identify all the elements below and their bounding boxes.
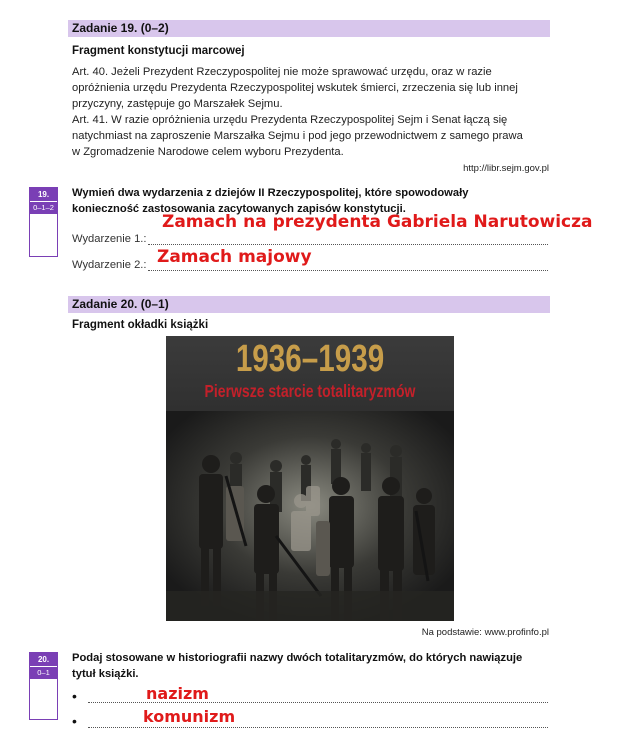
answer-1-bullet: • xyxy=(72,688,77,704)
event-1-label: Wydarzenie 1.: xyxy=(72,233,147,245)
task-19-source-ref: http://libr.sejm.gov.pl xyxy=(463,163,549,174)
task-19-header: Zadanie 19. (0–2) xyxy=(68,20,550,37)
excerpt-line: przyczyny, zastępuje go Marszałek Sejmu. xyxy=(72,98,283,110)
excerpt-line: natychmiast na zaproszenie Marszałka Sejmu i pod jego przewodnictwem z samego prawa xyxy=(72,130,523,142)
task-20-question xyxy=(72,650,550,682)
task-20-score-field[interactable] xyxy=(30,679,57,710)
question-line: konieczność zastosowania zacytowanych zapisów konstytucji. xyxy=(72,203,406,215)
excerpt-line: opróżnienia urzędu Prezydenta Rzeczypospolitej wskutek śmierci, zrzeczenia się lub innej xyxy=(72,82,518,94)
excerpt-line: w Zgromadzenie Narodowe celem wyboru Prezydenta. xyxy=(72,146,344,158)
event-2-answer-line[interactable] xyxy=(148,270,548,271)
excerpt-line: Art. 40. Jeżeli Prezydent Rzeczypospolitej nie może sprawować urzędu, oraz w razie xyxy=(72,66,492,78)
event-1-answer: Zamach na prezydenta Gabriela Narutowicza xyxy=(162,212,593,232)
event-2-answer: Zamach majowy xyxy=(157,247,312,267)
excerpt-line: Art. 41. W razie opróżnienia urzędu Prezydenta Rzeczypospolitej Sejm i Senat łączą się xyxy=(72,114,508,126)
answer-1: nazizm xyxy=(146,684,209,703)
task-20-score-number: 20. xyxy=(30,653,57,666)
task-20-score-box xyxy=(29,652,58,720)
task-19-score-box xyxy=(29,187,58,257)
question-line: Podaj stosowane w historiografii nazwy dwóch totalitaryzmów, do których nawiązuje xyxy=(72,652,523,664)
task-20-source-ref: Na podstawie: www.profinfo.pl xyxy=(421,627,549,638)
cover-subtitle: Pierwsze starcie totalitaryzmów xyxy=(204,381,416,401)
cover-years: 1936–1939 xyxy=(235,338,385,380)
question-line: Wymień dwa wydarzenia z dziejów II Rzeczypospolitej, które spowodowały xyxy=(72,187,469,199)
task-20-source-title: Fragment okładki książki xyxy=(72,319,209,331)
constitution-excerpt xyxy=(72,64,550,160)
book-cover xyxy=(166,336,454,621)
task-20-header: Zadanie 20. (0–1) xyxy=(68,296,550,313)
task-19-score-number: 19. xyxy=(30,188,57,201)
answer-2-bullet: • xyxy=(72,713,77,729)
task-19-source-title: Fragment konstytucji marcowej xyxy=(72,45,245,57)
task-19-score-field[interactable] xyxy=(30,214,57,245)
question-line: tytuł książki. xyxy=(72,668,139,680)
event-2-label: Wydarzenie 2.: xyxy=(72,259,147,271)
task-20-score-points: 0–1 xyxy=(30,666,57,679)
answer-2: komunizm xyxy=(143,707,236,726)
answer-2-line[interactable] xyxy=(88,727,548,728)
task-19-score-points: 0–1–2 xyxy=(30,201,57,214)
event-1-answer-line[interactable] xyxy=(148,244,548,245)
